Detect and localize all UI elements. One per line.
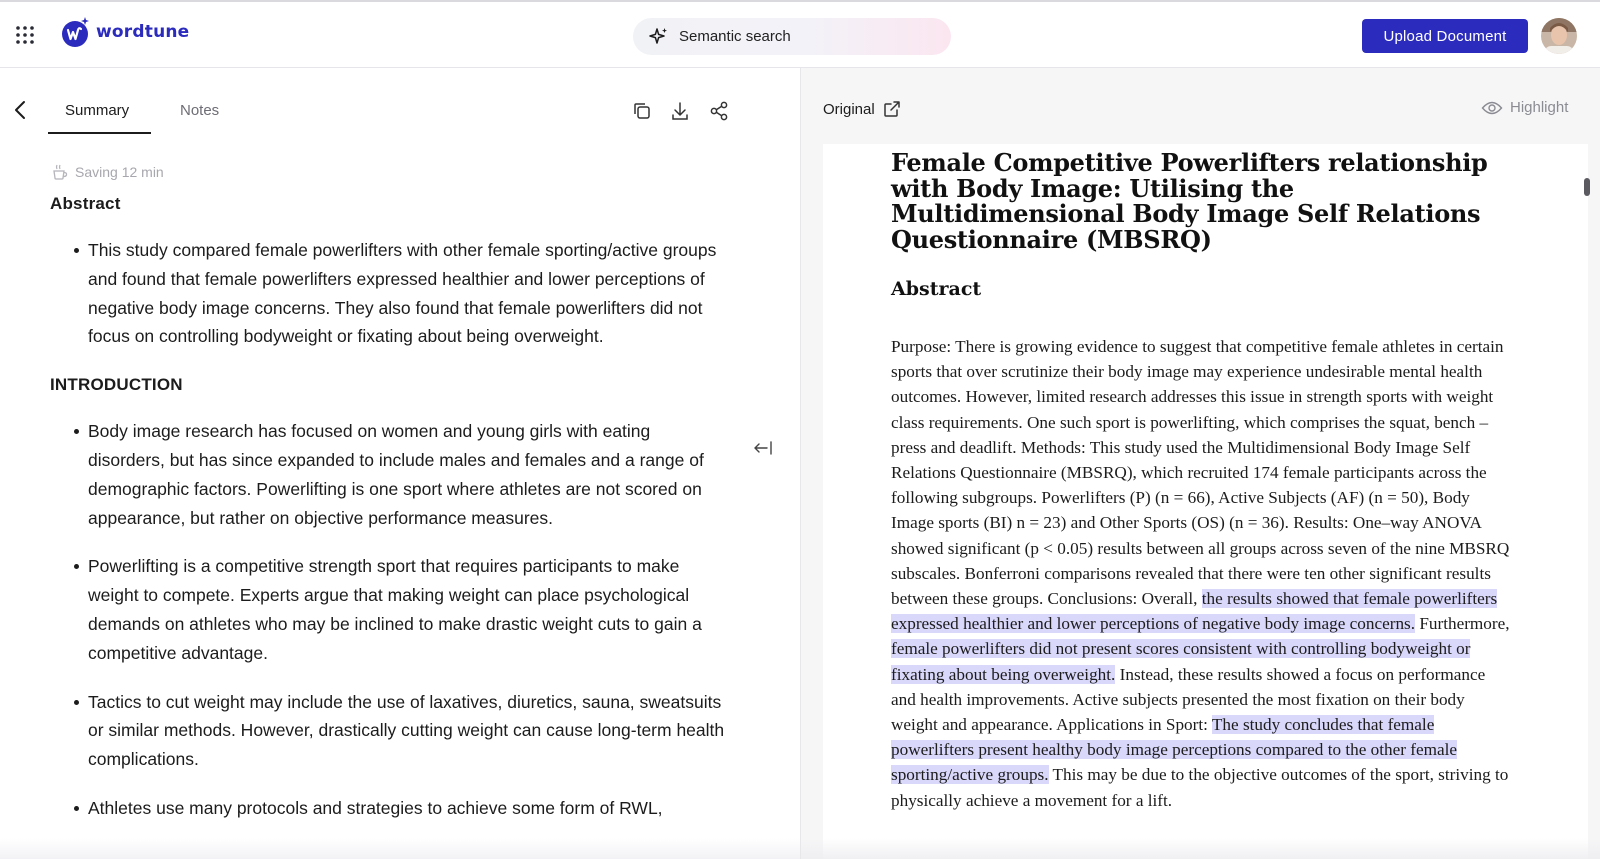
eye-icon [1481,100,1503,116]
highlight-toggle[interactable] [1481,99,1568,116]
highlighted-passage[interactable]: the results showed that female powerlifters expressed healthier and lower perceptions of negative body image concerns. [891,589,1498,634]
user-avatar[interactable] [1541,18,1577,54]
document-scrollbar[interactable] [1581,180,1589,840]
summary-bullet: Body image research has focused on women and young girls with eating disorders, but has since expanded to include males and females and a range of demographic factors. Powerlifting is one sport where athletes are not scored on appearance, but rather on objective performance measures. [50,417,730,532]
share-icon[interactable] [708,100,730,122]
document-abstract-text [891,334,1513,813]
abstract-bullet-list [50,236,730,351]
summary-bullet: Powerlifting is a competitive strength sport that requires participants to make weight to compete. Experts argue that making weight can place psychological demands on athletes who may be inclined to make drastic weight cuts to gain a competitive advantage. [50,552,730,667]
highlight-label: Highlight [1510,99,1569,116]
document-abstract-heading: Abstract [891,278,982,300]
section-heading-introduction: INTRODUCTION [50,375,183,395]
semantic-search-label: Semantic search [679,28,791,45]
download-icon[interactable] [669,100,691,122]
introduction-bullet-list [50,417,730,823]
external-link-icon[interactable] [883,100,901,118]
active-tab-indicator [48,132,151,134]
abstract-text-segment: This may be due to the objective outcomes of the sport, striving to physically achieve a movement for a lift. [891,765,1509,810]
tab-notes[interactable]: Notes [180,102,220,119]
logo-text: wordtune [96,22,190,42]
coffee-cup-icon [51,163,69,181]
original-header [823,100,901,118]
abstract-text-segment: Purpose: There is growing evidence to suggest that competitive female athletes in certain sports that over scrutinize their body image may experience undesirable mental health outcomes. However, limited research addresses this issue in strength sports with weight class requirements. One such sport is powerlifting, which comprises the squat, bench – press and deadlift. Methods: This study used the Multidimensional Body Image Self Relations Questionnaire (MBSRQ), which recruited 174 female participants across the following subgroups. Powerlifters (P) (n = 66), Active Subjects (AF) (n = 50), Body Image sports (BI) n = 23) and Other Sports (OS) (n = 36). Results: One–way ANOVA showed significant (p < 0.05) results between all groups across seven of the nine MBSRQ subscales. Bonferroni comparisons revealed that there were ten other significant results between these groups. Conclusions: Overall, [891,337,1510,609]
semantic-search-button[interactable] [633,18,951,55]
saving-text: Saving 12 min [75,164,164,180]
wordtune-logo[interactable] [62,16,189,48]
section-heading-abstract: Abstract [50,194,121,213]
summary-bullet: Athletes use many protocols and strategies to achieve some form of RWL, [50,794,730,823]
summary-bullet: This study compared female powerlifters with other female sporting/active groups and found that female powerlifters expressed healthier and lower perceptions of negative body image concerns. They also found that female powerlifters did not focus on controlling bodyweight or fixating about being overweight. [50,236,730,351]
collapse-panel-icon[interactable] [752,439,774,457]
copy-icon[interactable] [631,100,653,122]
document-title: Female Competitive Powerlifters relationship with Body Image: Utilising the Multidimensional Body Image Self Relations Questionnaire (MBSRQ) [891,148,1488,254]
highlighted-passage[interactable]: The study concludes that female powerlifters present healthy body image perceptions compared to the other female sporting/active groups. [891,715,1458,785]
original-document-panel [801,68,1600,859]
abstract-text-segment: Furthermore, [1415,614,1510,634]
upload-document-button[interactable]: Upload Document [1362,19,1528,53]
document-page [823,144,1588,859]
bottom-fade [801,838,1600,859]
sparkle-icon [649,27,669,47]
abstract-text-segment: Instead, these results showed a focus on performance and health improvements. Active subjects presented the most fixation on their body weight and appearance. Applications in Sport: [891,664,1486,735]
apps-grid-icon[interactable] [14,24,36,46]
tab-summary[interactable]: Summary [65,102,130,119]
time-saving-indicator [51,163,164,181]
wordtune-logo-icon [62,16,90,48]
back-arrow-icon[interactable] [10,98,30,122]
highlighted-passage[interactable]: female powerlifters did not present scores consistent with controlling bodyweight or fixating about being overweight. [891,639,1471,684]
summary-bullet: Tactics to cut weight may include the use of laxatives, diuretics, sauna, sweatsuits or similar methods. However, drastically cutting weight can cause long-term health complications. [50,688,730,774]
summary-content [50,194,730,847]
top-bar [0,0,1600,68]
bottom-fade [0,838,800,859]
original-label: Original [823,100,875,118]
document-scrollbar-thumb[interactable] [1584,178,1590,196]
summary-panel [0,68,801,859]
